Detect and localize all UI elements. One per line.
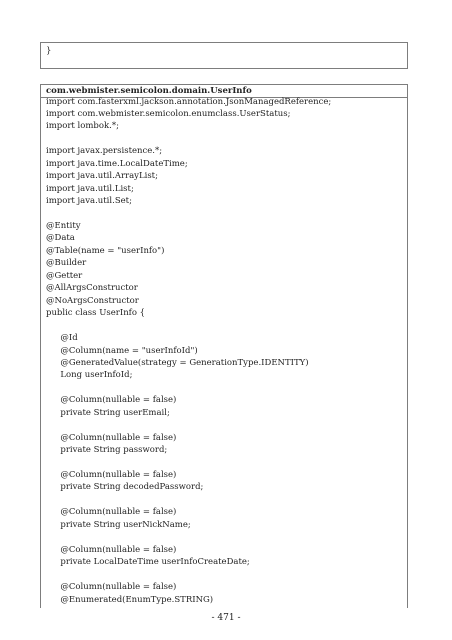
code-line: private String decodedPassword; <box>60 482 204 493</box>
code-line: @Data <box>46 233 75 244</box>
code-line: @Entity <box>46 221 81 231</box>
code-line: @Column(name = "userInfoId") <box>60 345 198 356</box>
code-line: @Column(nullable = false) <box>60 470 177 480</box>
code-line: @Id <box>60 333 78 344</box>
code-line: import java.util.ArrayList; <box>46 171 158 182</box>
code-line: private String userNickName; <box>60 519 191 530</box>
code-line: @Table(name = "userInfo") <box>46 245 165 256</box>
code-line: @Column(nullable = false) <box>60 582 177 593</box>
code-line: @GeneratedValue(strategy = GenerationType.IDENTITY) <box>60 357 309 368</box>
code-line: private String userEmail; <box>60 407 170 418</box>
code-line: import javax.persistence.*; <box>46 146 163 157</box>
code-line: import java.time.LocalDateTime; <box>46 158 188 169</box>
code-line: import java.util.Set; <box>46 196 132 207</box>
code-line: @Getter <box>46 270 83 281</box>
code-line: import com.fasterxml.jackson.annotation.JsonManagedReference; <box>46 96 332 107</box>
code-line: private LocalDateTime userInfoCreateDate; <box>60 557 250 568</box>
code-line: @AllArgsConstructor <box>46 283 138 294</box>
code-line: @Column(nullable = false) <box>60 432 177 443</box>
page-number: - 471 - <box>211 613 241 623</box>
code-line: @Enumerated(EnumType.STRING) <box>60 594 214 605</box>
code-line: @Column(nullable = false) <box>60 395 177 406</box>
code-line: public class UserInfo { <box>46 308 146 319</box>
code-line: private String password; <box>60 445 168 456</box>
code-line: @Column(nullable = false) <box>60 544 177 555</box>
code-line: Long userInfoId; <box>60 370 133 381</box>
code-line: } <box>46 46 52 56</box>
code-block-title: com.webmister.semicolon.domain.UserInfo <box>46 86 252 96</box>
code-line: @Builder <box>46 258 87 269</box>
code-line: import java.util.List; <box>46 183 134 194</box>
previous-code-block <box>40 42 408 69</box>
code-block <box>40 84 408 608</box>
code-line: @Column(nullable = false) <box>60 507 177 518</box>
code-line: import com.webmister.semicolon.enumclass.UserStatus; <box>46 108 291 119</box>
code-line: import lombok.*; <box>46 121 119 132</box>
code-line: @NoArgsConstructor <box>46 295 139 306</box>
